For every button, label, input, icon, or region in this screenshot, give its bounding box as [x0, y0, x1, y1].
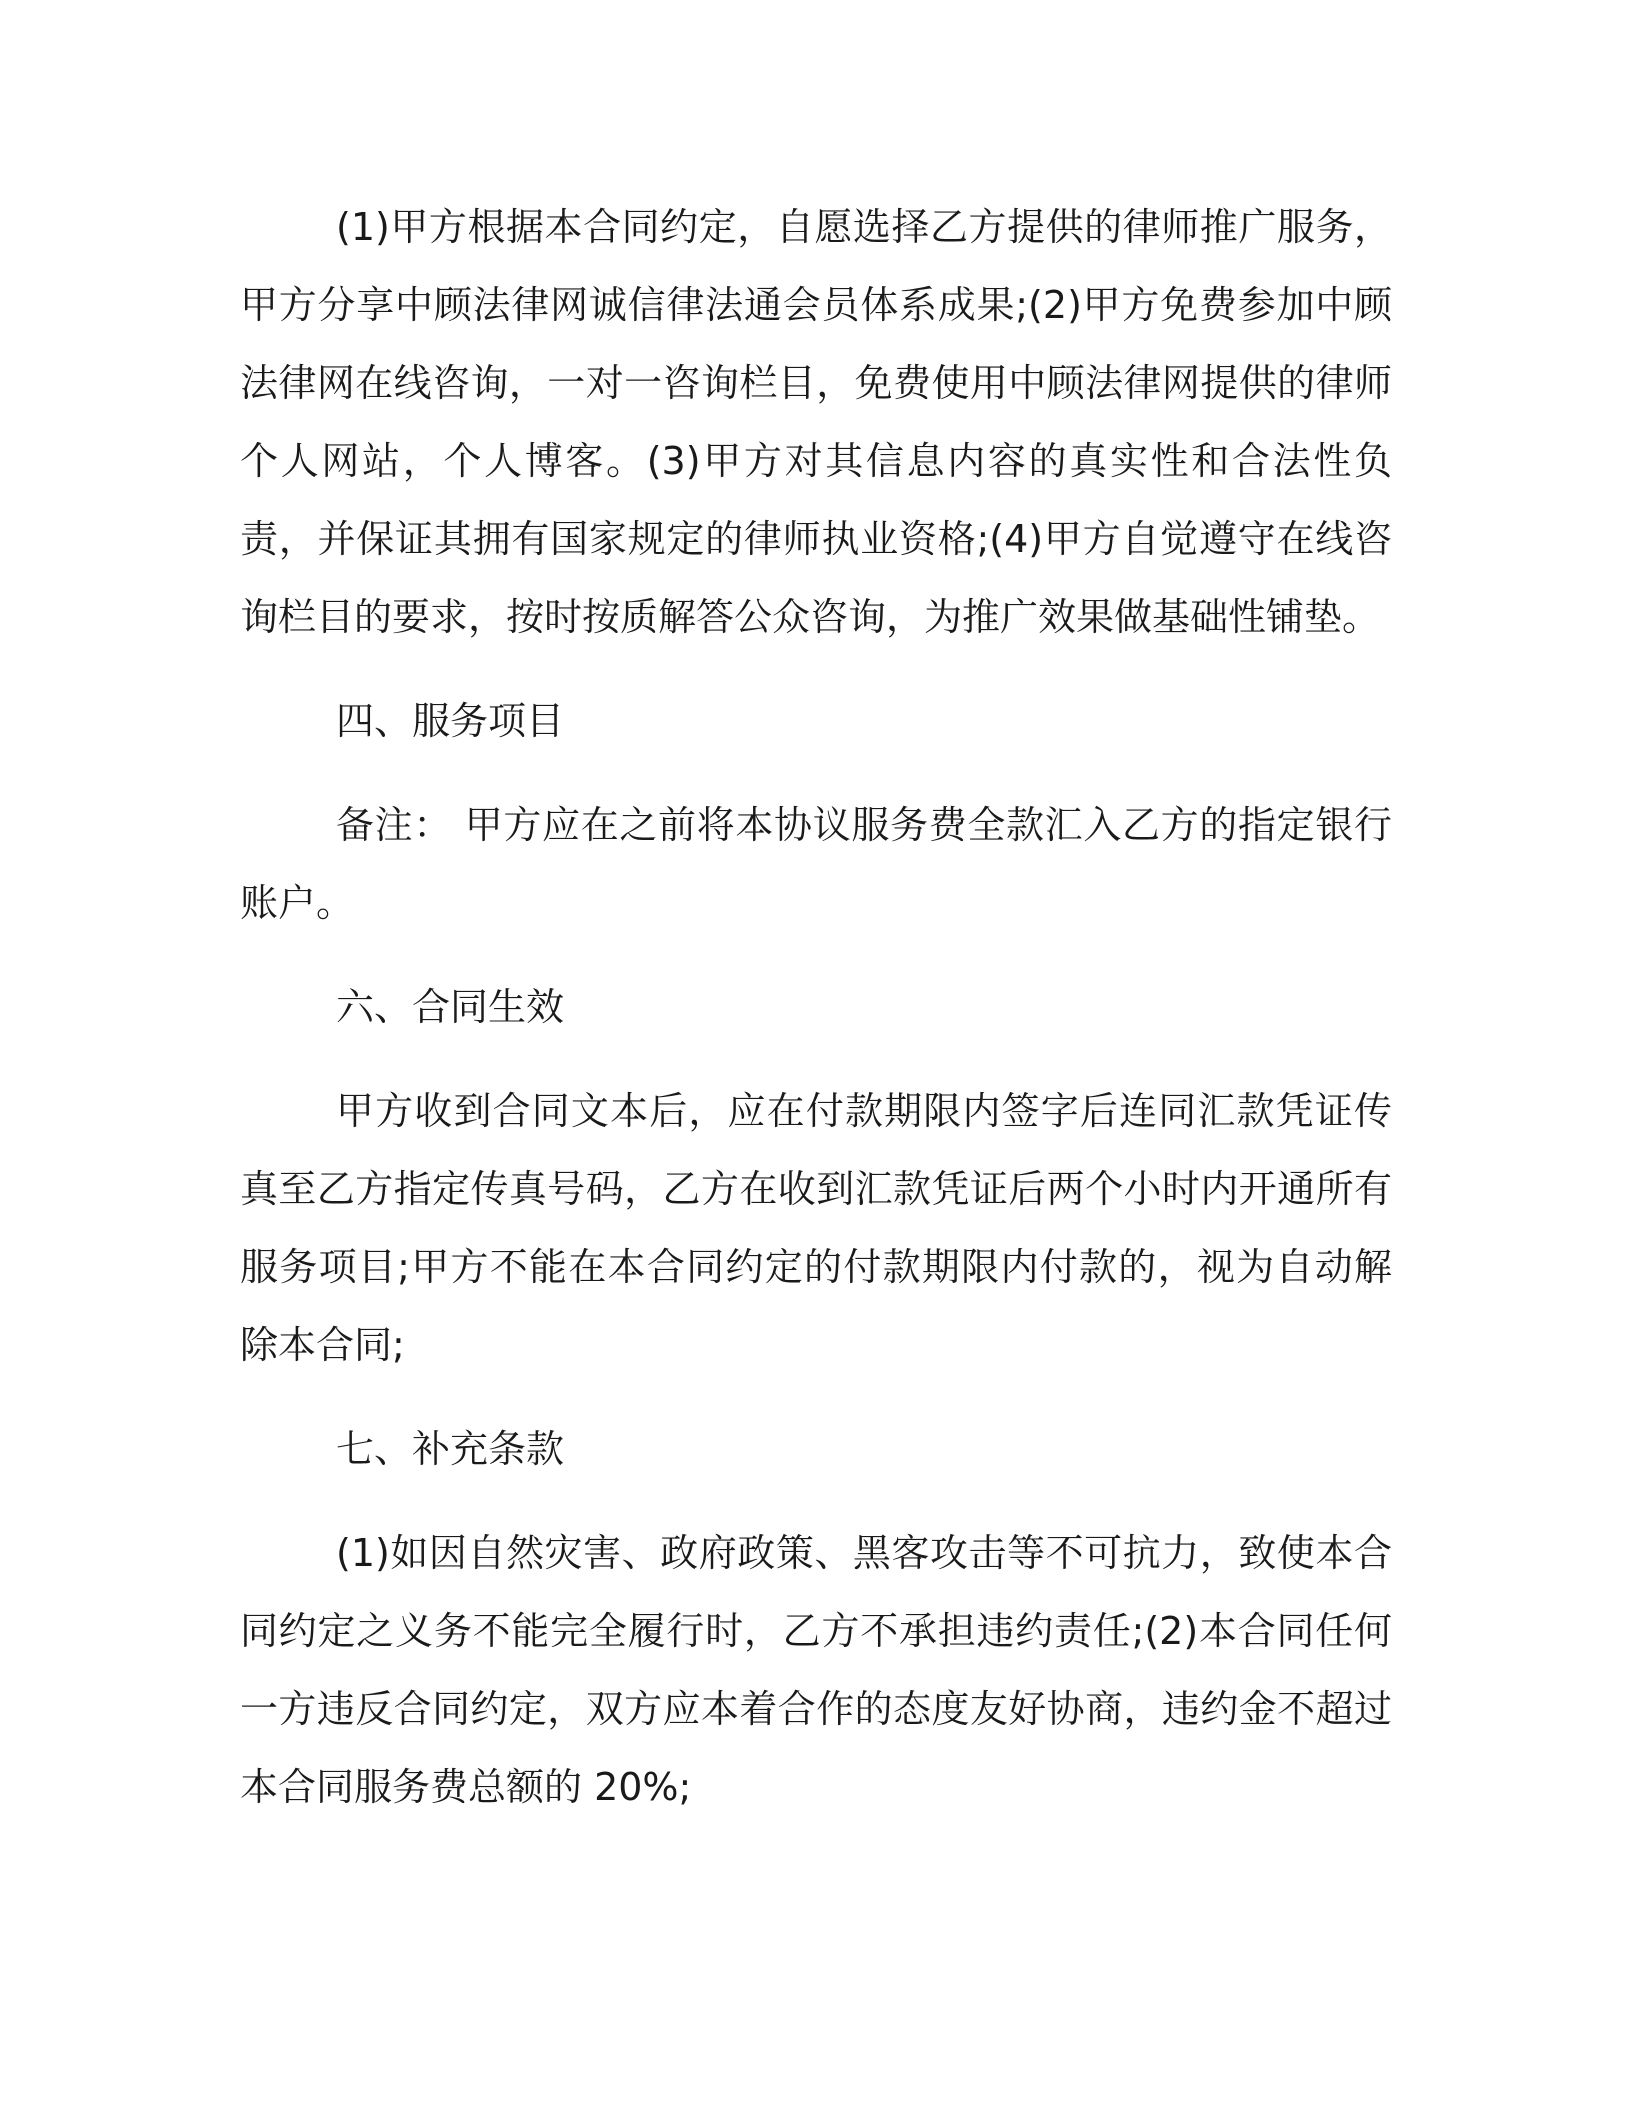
section-heading-contract-effect: 六、合同生效 [336, 985, 565, 1029]
paragraph-contract-effect: 甲方收到合同文本后，应在付款期限内签字后连同汇款凭证传真至乙方指定传真号码，乙方在收到汇款凭证后两个小时内开通所有服务项目;甲方不能在本合同约定的付款期限内付款的，视为自动解除本合同; [240, 1089, 1392, 1367]
section-heading-service-items: 四、服务项目 [336, 699, 565, 743]
paragraph-party-a-obligations: (1)甲方根据本合同约定，自愿选择乙方提供的律师推广服务，甲方分享中顾法律网诚信律法通会员体系成果;(2)甲方免费参加中顾法律网在线咨询，一对一咨询栏目，免费使用中顾法律网提供的律师个人网站，个人博客。(3)甲方对其信息内容的真实性和合法性负责，并保证其拥有国家规定的律师执业资格;(4)甲方自觉遵守在线咨询栏目的要求，按时按质解答公众咨询，为推广效果做基础性铺垫。 [240, 205, 1392, 639]
paragraph-supplementary-terms: (1)如因自然灾害、政府政策、黑客攻击等不可抗力，致使本合同约定之义务不能完全履行时，乙方不承担违约责任;(2)本合同任何一方违反合同约定，双方应本着合作的态度友好协商，违约金不超过本合同服务费总额的 20%; [240, 1531, 1392, 1809]
document-body [240, 188, 1392, 1852]
section-heading-supplementary-terms: 七、补充条款 [336, 1427, 565, 1471]
paragraph-payment-note: 备注： 甲方应在之前将本协议服务费全款汇入乙方的指定银行账户。 [240, 803, 1392, 925]
